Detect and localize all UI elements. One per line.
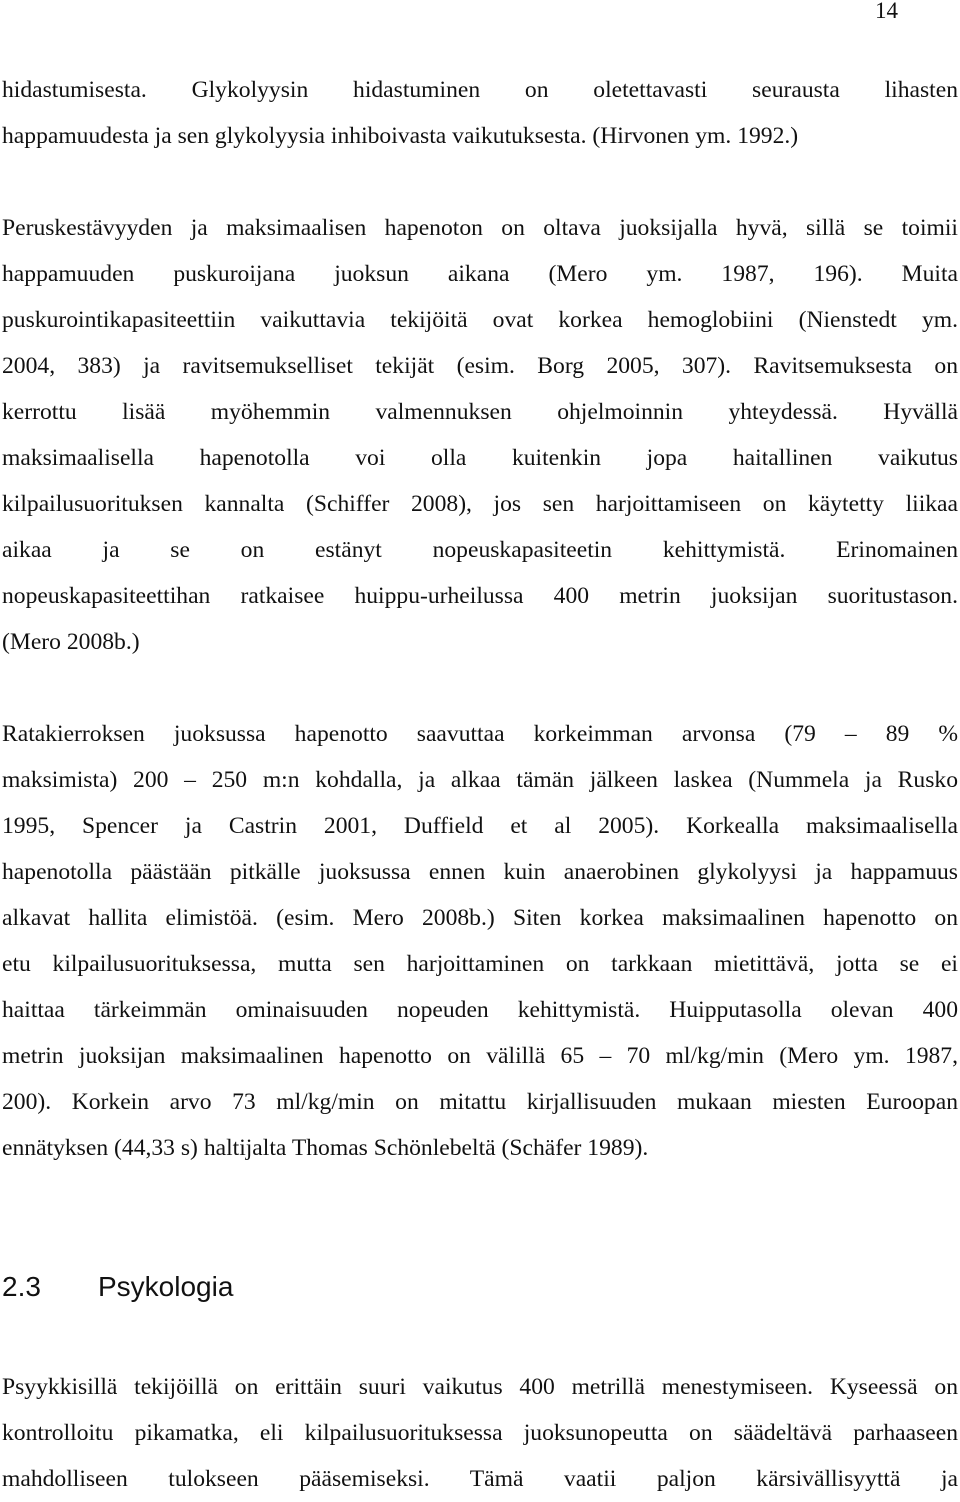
paragraph-line: hapenotolla päästään pitkälle juoksussa ennen kuin anaerobinen glykolyysi ja happamuus (2, 859, 958, 885)
paragraph-line: Psyykkisillä tekijöillä on erittäin suuri vaikutus 400 metrillä menestymiseen. Kyseessä on (2, 1374, 958, 1400)
paragraph-line: nopeuskapasiteettihan ratkaisee huippu-urheilussa 400 metrin juoksijan suoritustason. (2, 583, 958, 609)
paragraph-line: ennätyksen (44,33 s) haltijalta Thomas Schönlebeltä (Schäfer 1989). (2, 1135, 649, 1161)
paragraph-line: happamuudesta ja sen glykolyysia inhiboivasta vaikutuksesta. (Hirvonen ym. 1992.) (2, 123, 799, 149)
paragraph-line: (Mero 2008b.) (2, 629, 140, 655)
paragraph-line: 1995, Spencer ja Castrin 2001, Duffield et al 2005). Korkealla maksimaalisella (2, 813, 958, 839)
page-number: 14 (875, 0, 898, 23)
paragraph-line: alkavat hallita elimistöä. (esim. Mero 2008b.) Siten korkea maksimaalinen hapenotto on (2, 905, 958, 931)
paragraph-line: puskurointikapasiteettiin vaikuttavia tekijöitä ovat korkea hemoglobiini (Nienstedt ym. (2, 307, 958, 333)
paragraph-line: Peruskestävyyden ja maksimaalisen hapenoton on oltava juoksijalla hyvä, sillä se toimii (2, 215, 958, 241)
paragraph-2 (2, 205, 958, 665)
paragraph-line: maksimaalisella hapenotolla voi olla kuitenkin jopa haitallinen vaikutus (2, 445, 958, 471)
paragraph-line: 200). Korkein arvo 73 ml/kg/min on mitattu kirjallisuuden mukaan miesten Euroopan (2, 1089, 958, 1115)
paragraph-line: mahdolliseen tulokseen pääsemiseksi. Tämä vaatii paljon kärsivällisyyttä ja (2, 1466, 958, 1492)
paragraph-line: kerrottu lisää myöhemmin valmennuksen ohjelmoinnin yhteydessä. Hyvällä (2, 399, 958, 425)
paragraph-line: kontrolloitu pikamatka, eli kilpailusuorituksessa juoksunopeutta on säädeltävä parhaaseen (2, 1420, 958, 1446)
paragraph-1 (2, 67, 958, 159)
paragraph-line: aikaa ja se on estänyt nopeuskapasiteetin kehittymistä. Erinomainen (2, 537, 958, 563)
paragraph-line: haittaa tärkeimmän ominaisuuden nopeuden kehittymistä. Huipputasolla olevan 400 (2, 997, 958, 1023)
paragraph-line: metrin juoksijan maksimaalinen hapenotto on välillä 65 – 70 ml/kg/min (Mero ym. 1987, (2, 1043, 958, 1069)
section-heading (2, 1267, 233, 1307)
paragraph-line: etu kilpailusuorituksessa, mutta sen harjoittaminen on tarkkaan mietittävä, jotta se ei (2, 951, 958, 977)
section-title: Psykologia (98, 1271, 234, 1302)
paragraph-line: maksimista) 200 – 250 m:n kohdalla, ja alkaa tämän jälkeen laskea (Nummela ja Rusko (2, 767, 958, 793)
paragraph-line: hidastumisesta. Glykolyysin hidastuminen on oletettavasti seurausta lihasten (2, 77, 958, 103)
section-number: 2.3 (2, 1271, 41, 1302)
paragraph-line: 2004, 383) ja ravitsemukselliset tekijät (esim. Borg 2005, 307). Ravitsemuksesta on (2, 353, 958, 379)
paragraph-4 (2, 1364, 958, 1502)
paragraph-line: kilpailusuorituksen kannalta (Schiffer 2008), jos sen harjoittamiseen on käytetty liikaa (2, 491, 958, 517)
paragraph-line: happamuuden puskuroijana juoksun aikana (Mero ym. 1987, 196). Muita (2, 261, 958, 287)
paragraph-3 (2, 711, 958, 1171)
paragraph-line: Ratakierroksen juoksussa hapenotto saavuttaa korkeimman arvonsa (79 – 89 % (2, 721, 958, 747)
